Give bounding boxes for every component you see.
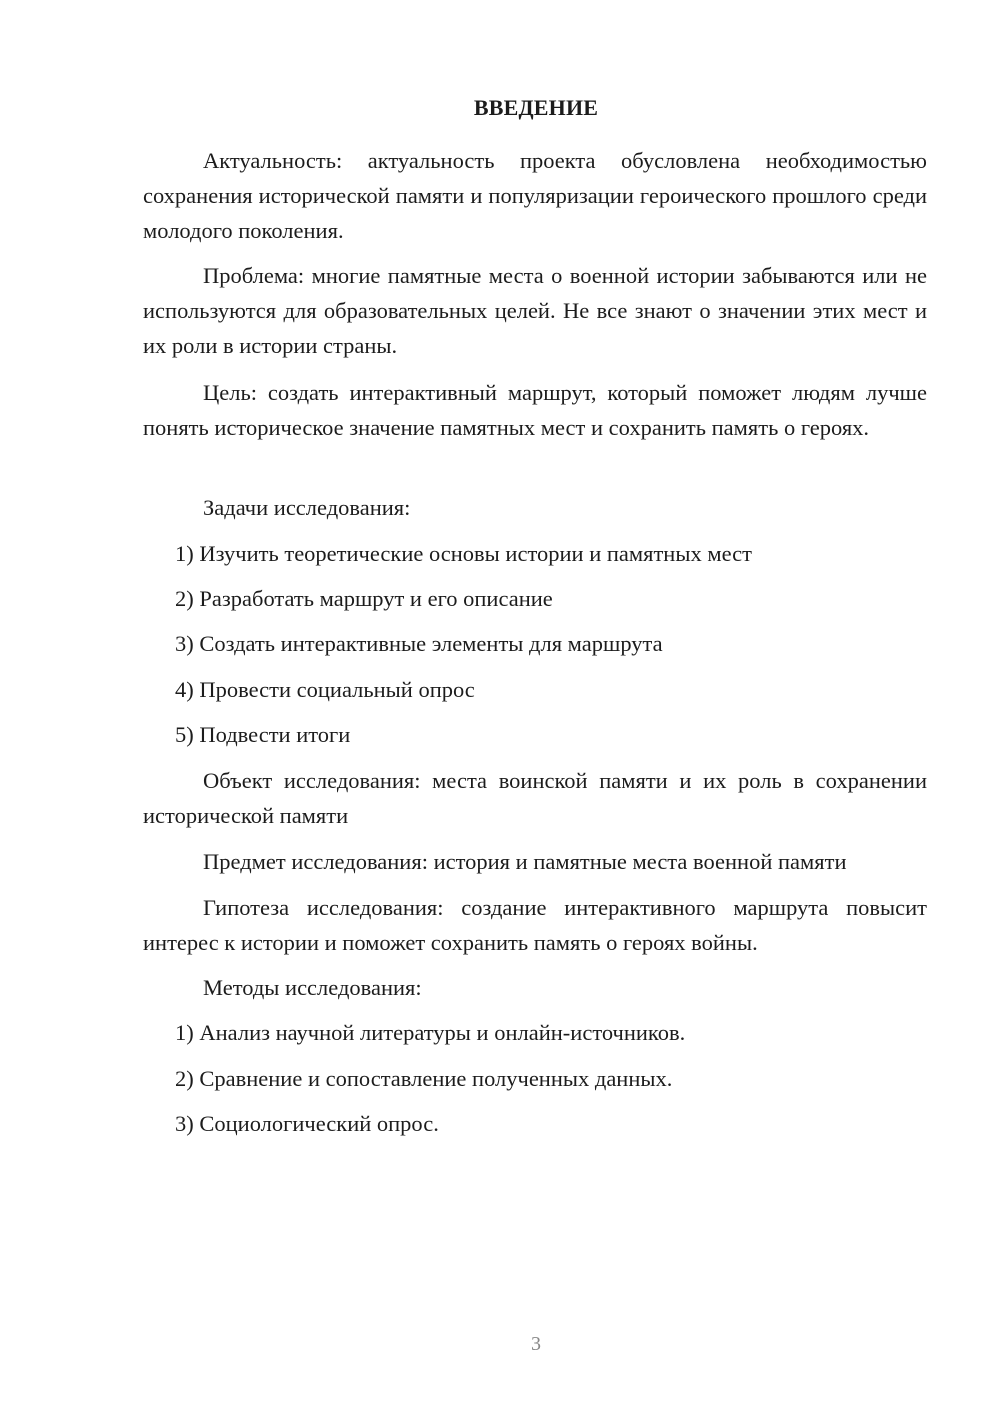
- tasks-heading: Задачи исследования:: [203, 495, 411, 520]
- task-item: 4) Провести социальный опрос: [175, 677, 475, 702]
- object-paragraph: Объект исследования: места воинской памяти и их роль в сохранении исторической памяти: [143, 768, 927, 828]
- method-item: 3) Социологический опрос.: [175, 1111, 439, 1136]
- problem-paragraph: Проблема: многие памятные места о военной истории забываются или не используются для образовательных целей. Не все знают о значении этих мест и их роли в истории страны.: [143, 263, 927, 358]
- task-item: 1) Изучить теоретические основы истории и памятных мест: [175, 541, 752, 566]
- page-number: 3: [531, 1333, 541, 1355]
- relevance-paragraph: Актуальность: актуальность проекта обусловлена необходимостью сохранения исторической памяти и популяризации героического прошлого среди молодого поколения.: [143, 148, 927, 243]
- method-item: 2) Сравнение и сопоставление полученных данных.: [175, 1066, 673, 1091]
- goal-paragraph: Цель: создать интерактивный маршрут, который поможет людям лучше понять историческое значение памятных мест и сохранить память о героях.: [143, 380, 927, 440]
- methods-heading: Методы исследования:: [203, 975, 422, 1000]
- task-item: 2) Разработать маршрут и его описание: [175, 586, 553, 611]
- hypothesis-paragraph: Гипотеза исследования: создание интерактивного маршрута повысит интерес к истории и поможет сохранить память о героях войны.: [143, 895, 927, 955]
- task-item: 5) Подвести итоги: [175, 722, 351, 747]
- method-item: 1) Анализ научной литературы и онлайн-источников.: [175, 1020, 686, 1045]
- task-item: 3) Создать интерактивные элементы для маршрута: [175, 631, 663, 656]
- subject-paragraph: Предмет исследования: история и памятные места военной памяти: [203, 849, 847, 874]
- section-title: ВВЕДЕНИЕ: [473, 95, 599, 120]
